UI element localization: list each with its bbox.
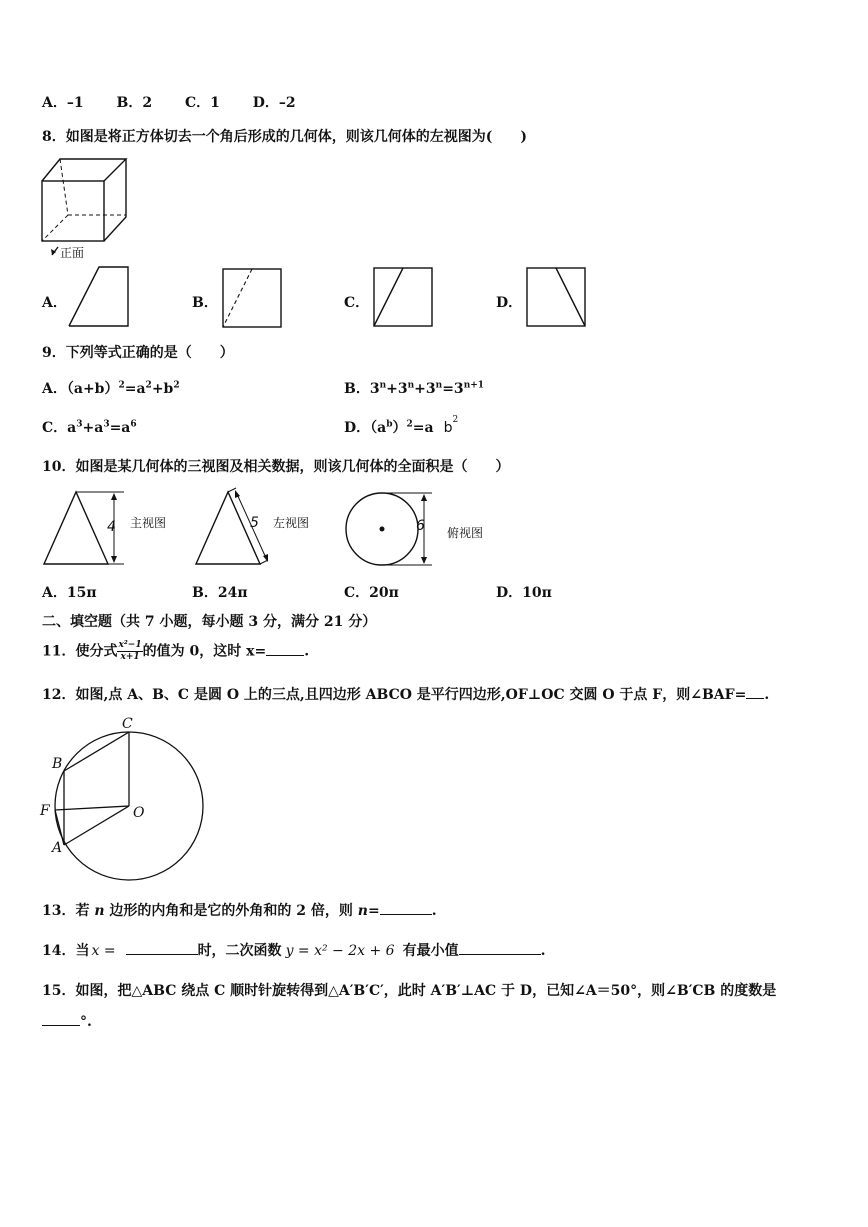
q9-a-sup3: 2 (173, 380, 180, 391)
q13-middle: 边形的内角和是它的外角和的 2 倍，则 (104, 903, 358, 919)
q10-option-d (496, 582, 552, 602)
q9-c-part1: a (67, 420, 77, 436)
q14-middle: 时，二次函数 (197, 943, 282, 959)
q10-top-label: 俯视图 (447, 526, 484, 540)
q7-option-c: 1 (210, 95, 220, 111)
q9-option-c (42, 417, 137, 437)
q9-c-part3: =a (109, 420, 131, 436)
q10-front-label: 主视图 (130, 516, 167, 530)
q9-c-sup2: 3 (103, 419, 110, 430)
q9-stem: 9．下列等式正确的是（ ） (42, 345, 234, 361)
q11-answer-blank[interactable] (266, 655, 304, 656)
q14-prefix: 14．当 (42, 943, 90, 959)
q7-option-c-letter: C． (184, 95, 211, 111)
q9-d-sup4: 2 (452, 415, 459, 426)
q9-d-sup2: 2 (406, 419, 413, 430)
q10-stem: 10．如图是某几何体的三视图及相关数据，则该几何体的全面积是（ ） (42, 459, 510, 475)
q10-side-view-figure (192, 488, 282, 570)
q9-b-part3: +3 (414, 381, 436, 397)
q9-a-part3: +b (151, 381, 174, 397)
q9-d-part4: b (443, 420, 453, 436)
q10-side-label: 左视图 (273, 516, 310, 530)
q9-option-d-letter: D． (344, 420, 371, 436)
q10-top-view-figure (342, 488, 442, 570)
q11-prefix: 11．使分式 (42, 643, 118, 660)
q12-point-b: B (52, 756, 63, 772)
q9-d-part3: =a (412, 420, 434, 436)
q11-suffix: 的值为 0，这时 x= (142, 643, 267, 660)
q13-answer-blank[interactable] (380, 914, 432, 915)
q11-fraction-denominator: x+1 (120, 652, 140, 662)
q9-option-a (42, 378, 180, 398)
q14-line (42, 940, 545, 960)
q9-b-part2: +3 (386, 381, 408, 397)
q15-line2 (42, 1014, 92, 1030)
q7-option-d-letter: D． (252, 95, 279, 111)
q9-a-part2: =a (124, 381, 146, 397)
q7-option-a-letter: A． (42, 95, 67, 111)
q10-option-b-value: 24π (217, 585, 248, 601)
q9-d-part2: ） (392, 420, 407, 436)
q9-d-part1: （a (370, 420, 387, 436)
q12-line (42, 684, 769, 704)
q9-option-c-letter: C． (42, 420, 68, 436)
q9-b-part1: 3 (369, 381, 380, 397)
q9-a-sup2: 2 (145, 380, 152, 391)
q9-option-a-letter: A． (42, 381, 67, 397)
q10-option-c (344, 582, 399, 602)
q15-line1: 15．如图，把△ABC 绕点 C 顺时针旋转得到△A′B′C′，此时 A′B′⊥AC 于 D，已知∠A＝50°，则∠B′CB 的度数是 (42, 983, 777, 999)
q11-line (42, 640, 309, 663)
q8-cube-figure (36, 155, 136, 260)
q7-option-d: –2 (278, 95, 296, 111)
q13-end: . (431, 903, 437, 919)
q7-options (42, 92, 296, 112)
q14-suffix: 有最小值 (402, 943, 459, 959)
q14-end: . (540, 943, 546, 959)
q10-front-dimension: 4 (107, 519, 116, 535)
q10-option-a (42, 582, 97, 602)
q12-point-f: F (40, 803, 50, 819)
q14-answer-blank-1[interactable] (126, 954, 198, 955)
q15-end: °. (80, 1014, 92, 1030)
q14-answer-blank-2[interactable] (459, 954, 541, 955)
q13-eq: = (367, 903, 380, 919)
q10-option-a-value: 15π (66, 585, 97, 601)
q9-b-sup1: n (379, 380, 387, 391)
section-heading: 二、填空题（共 7 小题，每小题 3 分，满分 21 分） (42, 614, 377, 630)
q12-stem: 12．如图,点 A、B、C 是圆 O 上的三点,且四边形 ABCO 是平行四边形,OF⊥OC 交圆 O 于点 F，则∠BAF= (42, 687, 747, 703)
q15-answer-blank[interactable] (42, 1025, 80, 1026)
q9-option-d (344, 417, 458, 437)
q14-function: y = x² − 2x + 6 (285, 943, 395, 959)
q8-option-b-figure (222, 268, 284, 330)
q12-point-a: A (52, 840, 63, 856)
q7-option-b: 2 (142, 95, 153, 111)
q14-x-expr: x = (91, 943, 116, 959)
q8-option-d-letter: D． (496, 295, 523, 311)
q8-front-label: 正面 (60, 246, 85, 260)
q9-a-part1: （a+b） (66, 381, 119, 397)
q9-b-sup2: n (407, 380, 415, 391)
q13-prefix: 13．若 (42, 903, 95, 919)
q13-var-n2: n (357, 903, 368, 919)
q9-c-sup3: 6 (130, 419, 137, 430)
q10-option-d-value: 10π (522, 585, 552, 601)
q10-top-dimension: 6 (416, 518, 425, 534)
q8-option-a-letter: A． (42, 295, 67, 311)
q9-option-b (344, 378, 484, 398)
q9-option-b-letter: B． (344, 381, 370, 397)
q9-c-sup1: 3 (76, 419, 83, 430)
q8-option-c-letter: C． (344, 295, 370, 311)
q9-d-sup1: b (386, 419, 393, 430)
q9-b-sup4: n+1 (463, 380, 485, 391)
q10-option-b-letter: B． (192, 585, 218, 601)
q9-a-sup1: 2 (118, 380, 125, 391)
q12-end: . (764, 687, 770, 703)
q12-point-c: C (122, 716, 133, 732)
q10-option-d-letter: D． (496, 585, 523, 601)
q7-option-b-letter: B． (116, 95, 143, 111)
q8-stem: 8．如图是将正方体切去一个角后形成的几何体，则该几何体的左视图为( ) (42, 129, 527, 145)
q11-end: . (304, 643, 310, 660)
q10-side-dimension: 5 (250, 515, 259, 531)
q12-circle-figure (36, 714, 216, 884)
q10-option-c-letter: C． (344, 585, 370, 601)
q12-point-o: O (133, 805, 145, 821)
q9-b-sup3: n (435, 380, 443, 391)
q10-option-c-value: 20π (369, 585, 399, 601)
q12-answer-blank[interactable] (746, 698, 764, 699)
q8-option-d-figure (526, 267, 588, 329)
q8-option-b-letter: B． (192, 295, 218, 311)
q8-option-c-figure (373, 267, 435, 329)
q10-option-b (192, 582, 248, 602)
q13-var-n: n (94, 903, 105, 919)
q7-option-a: –1 (66, 95, 84, 111)
q8-option-a-figure (68, 266, 130, 328)
q10-option-a-letter: A． (42, 585, 67, 601)
q10-front-view-figure (40, 488, 140, 570)
q9-b-part4: =3 (442, 381, 464, 397)
q11-fraction-numerator: x²−1 (118, 640, 142, 650)
q9-c-part2: +a (82, 420, 104, 436)
q11-fraction (117, 640, 142, 663)
q13-line (42, 900, 437, 920)
